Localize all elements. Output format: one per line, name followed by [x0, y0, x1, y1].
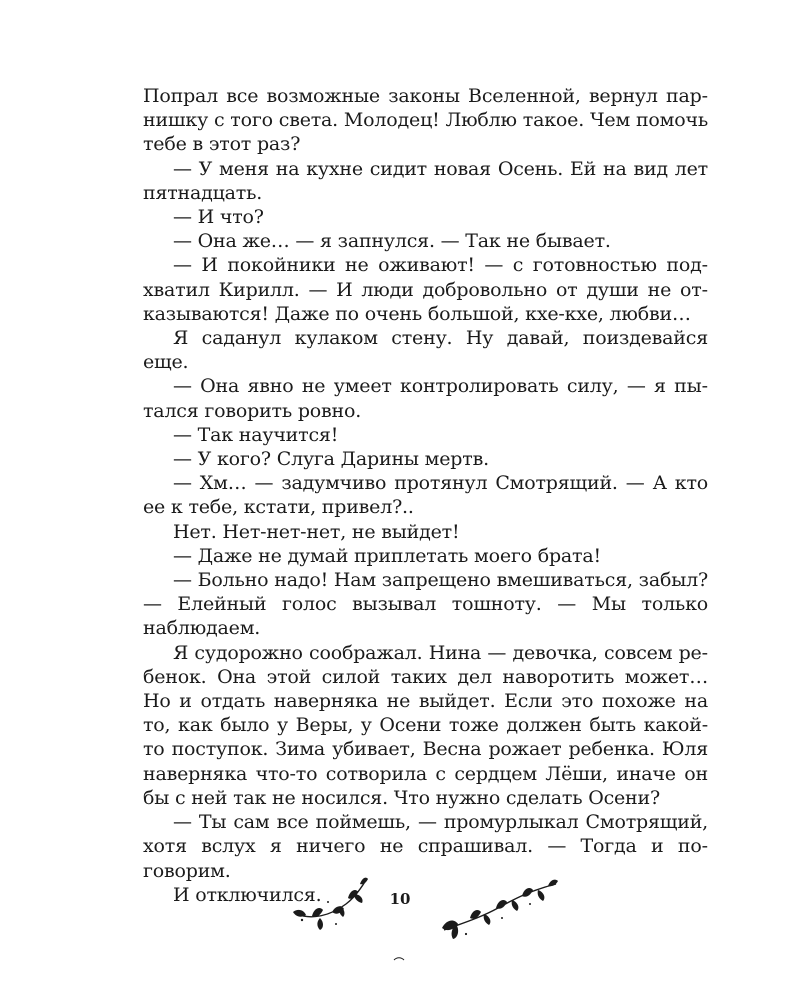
paragraph: — Так научится!	[173, 423, 339, 446]
paragraph: — Даже не думай приплетать моего брата!	[173, 544, 601, 567]
paragraph: — И что?	[173, 206, 264, 229]
paragraph: — Больно надо! Нам запрещено вмешиваться, забыл? — Елейный голос вызывал тошноту. — Мы только наблюдаем.	[143, 569, 708, 640]
paragraph: И отключился.	[173, 883, 322, 906]
leaf-branch-left-icon	[290, 872, 370, 932]
paragraph: Попрал все возможные законы Вселенной, вернул парнишку с того света. Молодец! Люблю такое. Чем помочь тебе в этот раз?	[143, 85, 708, 156]
paragraph: — И покойники не оживают! — с готовностью подхватил Кирилл. — И люди добровольно от души не отказываются! Даже по очень большой, кхе-кхе, любви…	[143, 254, 708, 325]
ornament-flourish-icon	[390, 954, 410, 964]
paragraph: Я судорожно соображал. Нина — девочка, совсем ребенок. Она этой силой таких дел наворотить может… Но и отдать наверняка не выйдет. Если это похоже на то, как было у Веры, у Осени тоже должен быть какой-то поступок. Зима убивает, Весна рожает ребенка. Юля наверняка что-то сотворила с сердцем Лёши, иначе он бы с ней так не носился. Что нужно сделать Осени?	[143, 641, 708, 809]
page-body	[143, 84, 708, 907]
leaf-branch-right-icon	[440, 872, 560, 942]
paragraph: — У кого? Слуга Дарины мертв.	[173, 448, 489, 471]
paragraph: Нет. Нет-нет-нет, не выйдет!	[173, 520, 460, 543]
page-footer	[0, 872, 800, 972]
paragraph: — Хм… — задумчиво протянул Смотрящий. — А кто ее к тебе, кстати, привел?..	[143, 472, 708, 519]
paragraph: — Она явно не умеет контролировать силу, — я пытался говорить ровно.	[143, 375, 708, 422]
paragraph: — Ты сам все поймешь, — промурлыкал Смотрящий, хотя вслух я ничего не спрашивал. — Тогда и поговорим.	[143, 811, 708, 882]
page-number: 10	[389, 890, 411, 908]
paragraph: Я саданул кулаком стену. Ну давай, поиздевайся еще.	[143, 327, 708, 374]
paragraph: — Она же… — я запнулся. — Так не бывает.	[173, 230, 611, 253]
paragraph: — У меня на кухне сидит новая Осень. Ей на вид лет пятнадцать.	[143, 157, 708, 204]
